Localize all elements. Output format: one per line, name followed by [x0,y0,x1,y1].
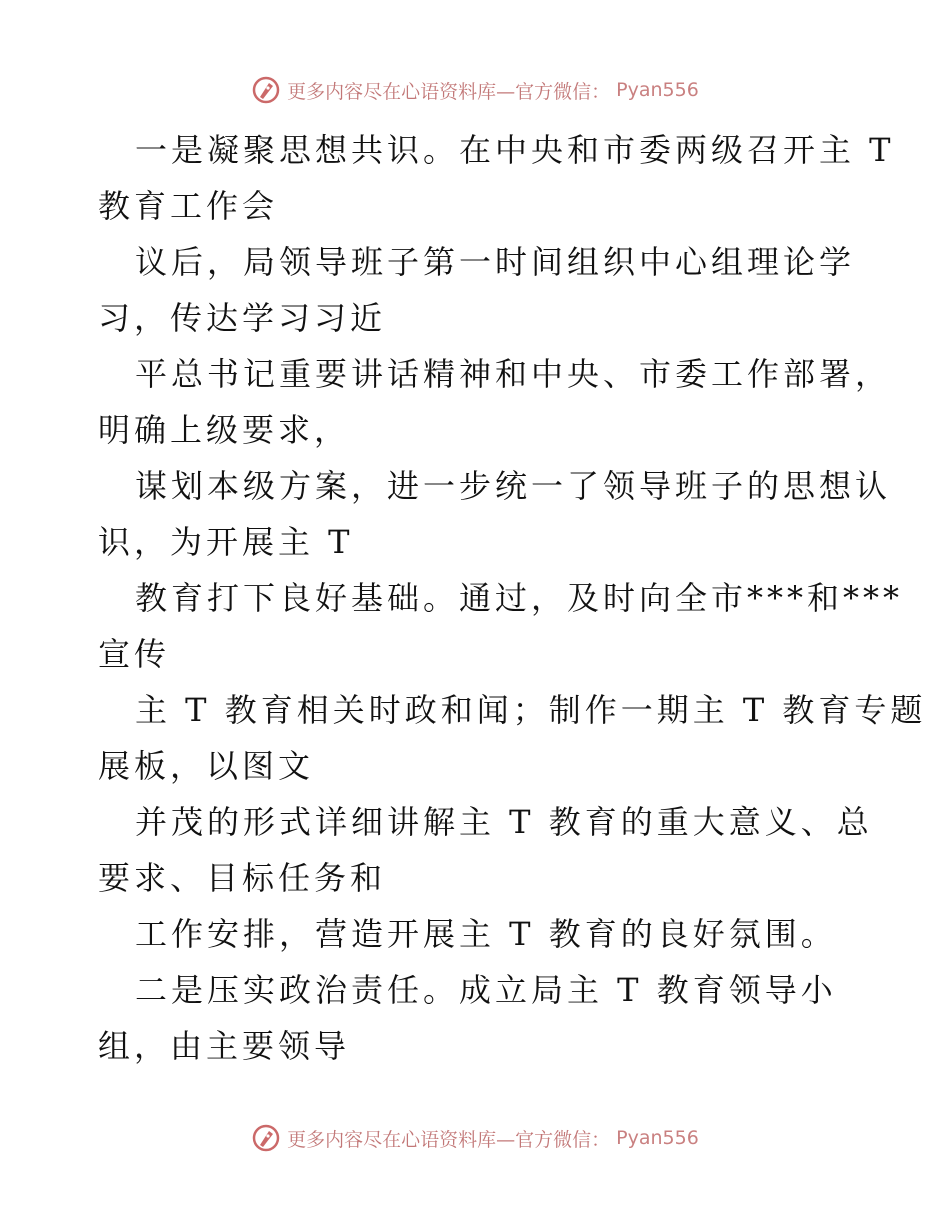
watermark-text: 更多内容尽在心语资料库—官方微信： [287,80,611,103]
text-line: 平总书记重要讲话精神和中央、市委工作部署， [135,355,892,393]
text-line: 并茂的形式详细讲解主 T 教育的重大意义、总 [135,803,873,841]
text-line: 识，为开展主 T [98,523,354,561]
text-line: 一是凝聚思想共识。在中央和市委两级召开主 T [135,131,895,169]
text-line: 要求、目标任务和 [98,859,387,897]
header-watermark [0,70,950,110]
pen-nib-logo-icon [251,75,281,105]
watermark-text: 更多内容尽在心语资料库—官方微信： [287,1128,611,1151]
watermark-wechat-id: Pyan556 [616,1127,699,1149]
text-line: 谋划本级方案，进一步统一了领导班子的思想认 [135,467,892,505]
text-line: 展板，以图文 [98,747,315,785]
text-line: 明确上级要求， [98,411,351,449]
text-line: 组，由主要领导 [98,1027,351,1065]
watermark-wechat-id: Pyan556 [616,79,699,101]
text-line: 议后，局领导班子第一时间组织中心组理论学 [135,243,856,281]
text-line: 教育打下良好基础。通过，及时向全市***和*** [135,579,904,617]
document-body [98,122,927,1074]
text-line: 宣传 [98,635,171,673]
footer-watermark [0,1118,950,1158]
text-line: 二是压实政治责任。成立局主 T 教育领导小 [135,971,837,1009]
text-line: 教育工作会 [98,187,279,225]
text-line: 主 T 教育相关时政和闻；制作一期主 T 教育专题 [135,691,927,729]
text-line: 习，传达学习习近 [98,299,387,337]
pen-nib-logo-icon [251,1123,281,1153]
text-line: 工作安排，营造开展主 T 教育的良好氛围。 [135,915,837,953]
